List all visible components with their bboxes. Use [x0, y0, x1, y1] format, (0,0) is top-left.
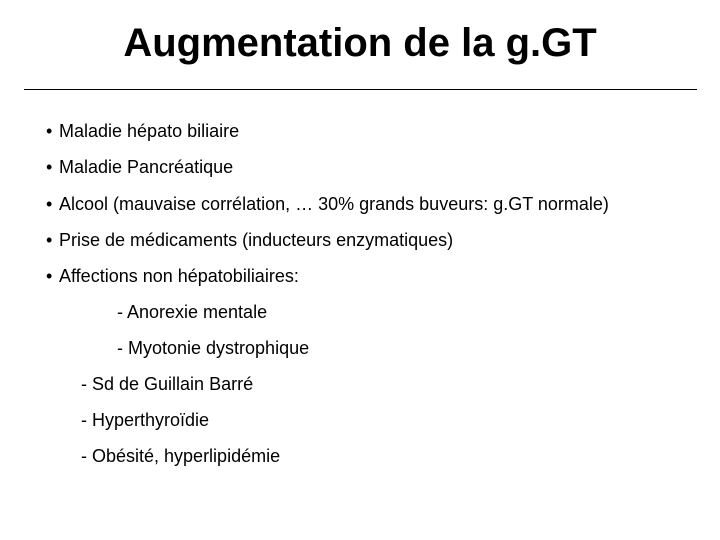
- bullet-text: Affections non hépatobiliaires:: [59, 266, 299, 286]
- bullet-text: Maladie Pancréatique: [59, 157, 234, 177]
- sub-item: - Hyperthyroïdie: [81, 410, 210, 430]
- bullet-dot: •: [46, 230, 53, 250]
- bullet-item: [46, 193, 609, 215]
- slide-title: Augmentation de la g.GT: [123, 21, 597, 65]
- sub-item: - Myotonie dystrophique: [117, 338, 310, 358]
- bullet-dot: •: [46, 194, 53, 214]
- bullet-dot: •: [46, 121, 53, 141]
- bullet-item: [46, 265, 299, 287]
- bullet-text: Alcool (mauvaise corrélation, … 30% grands buveurs: g.GT normale): [59, 194, 609, 214]
- sub-item: - Obésité, hyperlipidémie: [81, 446, 281, 466]
- bullet-text: Prise de médicaments (inducteurs enzymatiques): [59, 230, 454, 250]
- sub-item: - Anorexie mentale: [117, 302, 268, 322]
- bullet-item: [46, 120, 239, 142]
- title-divider: [24, 89, 697, 90]
- bullet-item: [46, 229, 453, 251]
- sub-item: - Sd de Guillain Barré: [81, 374, 254, 394]
- bullet-item: [46, 156, 233, 178]
- bullet-text: Maladie hépato biliaire: [59, 121, 240, 141]
- bullet-dot: •: [46, 157, 53, 177]
- bullet-dot: •: [46, 266, 53, 286]
